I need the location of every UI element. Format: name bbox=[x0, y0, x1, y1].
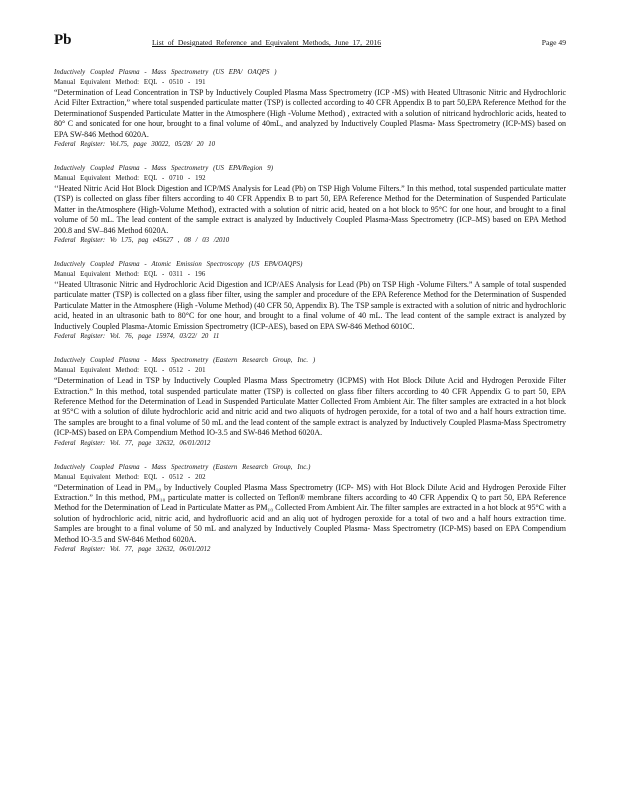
method-designation: Manual Equivalent Method: EQL - 0510 - 191 bbox=[54, 79, 206, 86]
method-description: “Determination of Lead Concentration in TSP by Inductively Coupled Plasma Mass Spectrometry (ICP -MS) with Heated Ultrasonic Nitric and Hydrochloric Acid Filter Extraction,” where total suspended particulate matter (TSP) is collected according to 40 CFR Appendix B to part 50,EPA Reference Method for the Determinationof Suspended Particulate Matter in the Atmosphere (High -Volume Method) , extracted with a solution of nitricand hydrochloric acids, heated to 80° C and sonicated for one hour, brought to a final volume of 40mL, and analyzed by Inductively Coupled Plasma- Mass Spectrometry (ICP-MS) based on EPA SW-846 Method 6020A. bbox=[54, 88, 566, 139]
method-entry bbox=[54, 68, 566, 150]
federal-register-citation: Federal Register: Vol. 76, page 15974, 03/22/ 20 11 bbox=[54, 333, 220, 341]
method-entry bbox=[54, 463, 566, 555]
method-description: ‘‘Heated Nitric Acid Hot Block Digestion and ICP/MS Analysis for Lead (Pb) on TSP High Volume Filters.” In this method, total suspended particulate matter (TSP) is collected on glass fiber filters according to 40 CFR Appendix B to part 50, EPA Reference Method for the Determination of Suspended Particulate Matter in theAtmosphere (High-Volume Method), extracted with a solution of nitric acid, heated on a hot block to 95°C for one hour, and brought to a final volume of 50 mL. The lead content of the sample extract is analyzed by Inductively Coupled Plasma-Mass Spectrometry (ICP–MS) based on EPA Method 200.8 and SW–846 Method 6020A. bbox=[54, 184, 566, 235]
method-technique: Inductively Coupled Plasma - Mass Spectrometry (US EPA/ OAQPS ) bbox=[54, 69, 277, 76]
document-title: List of Designated Reference and Equivalent Methods, June 17, 2016 bbox=[152, 38, 382, 47]
method-entry bbox=[54, 260, 566, 342]
federal-register-citation: Federal Register: Vo l.75, pag e45627 , 08 / 03 /2010 bbox=[54, 237, 230, 245]
page-number: Page 49 bbox=[541, 38, 566, 47]
method-technique: Inductively Coupled Plasma - Mass Spectrometry (US EPA/Region 9) bbox=[54, 165, 274, 173]
method-description: ‘‘Heated Ultrasonic Nitric and Hydrochloric Acid Digestion and ICP/AES Analysis for Lead (Pb) on TSP High -Volume Filters.” A sample of total suspended particulate matter (TSP) is collected on a glass fiber filter, using the sampler and procedure of the EPA Reference Method for the Determination of Suspended Particulate Matter in the Atmosphere (High -Volume Method) (40 CFR 50, Appendix B). The TSP sample is extracted with a solution of nitric and hydrochloric acid, heated in an ultrasonic bath to 80°C for one hour, and brought to a final volume of 40 mL. The lead content of the sample extract is analyzed by Inductively Coupled Plasma-Atomic Emission Spectrometry (ICP-AES), based on EPA SW-846 Method 6010C. bbox=[54, 280, 566, 331]
method-designation: Manual Equivalent Method: EQL - 0512 - 202 bbox=[54, 473, 206, 481]
method-designation: Manual Equivalent Method: EQL - 0311 - 196 bbox=[54, 271, 206, 279]
method-technique: Inductively Coupled Plasma - Mass Spectrometry (Eastern Research Group, Inc. ) bbox=[54, 357, 316, 365]
method-designation: Manual Equivalent Method: EQL - 0512 - 201 bbox=[54, 367, 206, 375]
method-technique: Inductively Coupled Plasma - Mass Spectrometry (Eastern Research Group, Inc.) bbox=[54, 463, 311, 471]
method-description: “Determination of Lead in TSP by Inductively Coupled Plasma Mass Spectrometry (ICPMS) with Hot Block Dilute Acid and Hydrogen Peroxide Filter Extraction.” In this method, total suspended particulate matter (TSP) is collected on glass fiber filters according to 40 CFR Appendix G to part 50, EPA Reference Method for the Determination of Lead in Suspended Particulate Matter Collected From Ambient Air. The filter samples are extracted in a hot block at 95°C with a solution of dilute hydrochloric acid and nitric acid and two aliquots of hydrogen peroxide, for a total of two and a half hours extraction time. The samples are brought to a final volume of 50 mL and the lead content of the sample extract is analyzed by Inductively Coupled Plasma-Mass Spectrometry (ICP-MS) based on EPA Compendium Method IO-3.5 and SW-846 Method 6020A. bbox=[54, 376, 566, 438]
method-entry bbox=[54, 164, 566, 246]
method-technique: Inductively Coupled Plasma - Atomic Emission Spectroscopy (US EPA/OAQPS) bbox=[54, 261, 303, 269]
element-symbol: Pb bbox=[54, 32, 72, 48]
method-description: “Determination of Lead in PM₁₀ by Inductively Coupled Plasma Mass Spectrometry (ICP- MS) with Hot Block Dilute Acid and Hydrogen Peroxide Filter Extraction.” In this method, PM₁₀ particulate matter is collected on Teflon® membrane filters according to 40 CFR Appendix Q to part 50, EPA Reference Method for the Determination of Lead in Particulate Matter as PM₁₀ Collected From Ambient Air. The filter samples are extracted in a hot block at 95°C with a solution of hydrochloric acid, nitric acid, and hydrofluoric acid and an aliq uot of hydrogen peroxide for a total of two and a half hours extraction time. Samples are brought to a final volume of 50 mL and analyzed by Inductively Coupled Plasma- Mass Spectrometry (ICP-MS) based on EPA Compendium Method IO-3.5 and SW-846 Method 6020A. bbox=[54, 482, 566, 544]
federal-register-citation: Federal Register: Vol. 77, page 32632, 06/01/2012 bbox=[54, 545, 211, 553]
method-designation: Manual Equivalent Method: EQL - 0710 - 192 bbox=[54, 175, 206, 183]
page-header bbox=[54, 32, 566, 52]
method-list bbox=[54, 68, 566, 569]
federal-register-citation: Federal Register: Vol.75, page 30022, 05/28/ 20 10 bbox=[54, 141, 216, 149]
method-entry bbox=[54, 356, 566, 448]
federal-register-citation: Federal Register: Vol. 77, page 32632, 06/01/2012 bbox=[54, 439, 211, 447]
